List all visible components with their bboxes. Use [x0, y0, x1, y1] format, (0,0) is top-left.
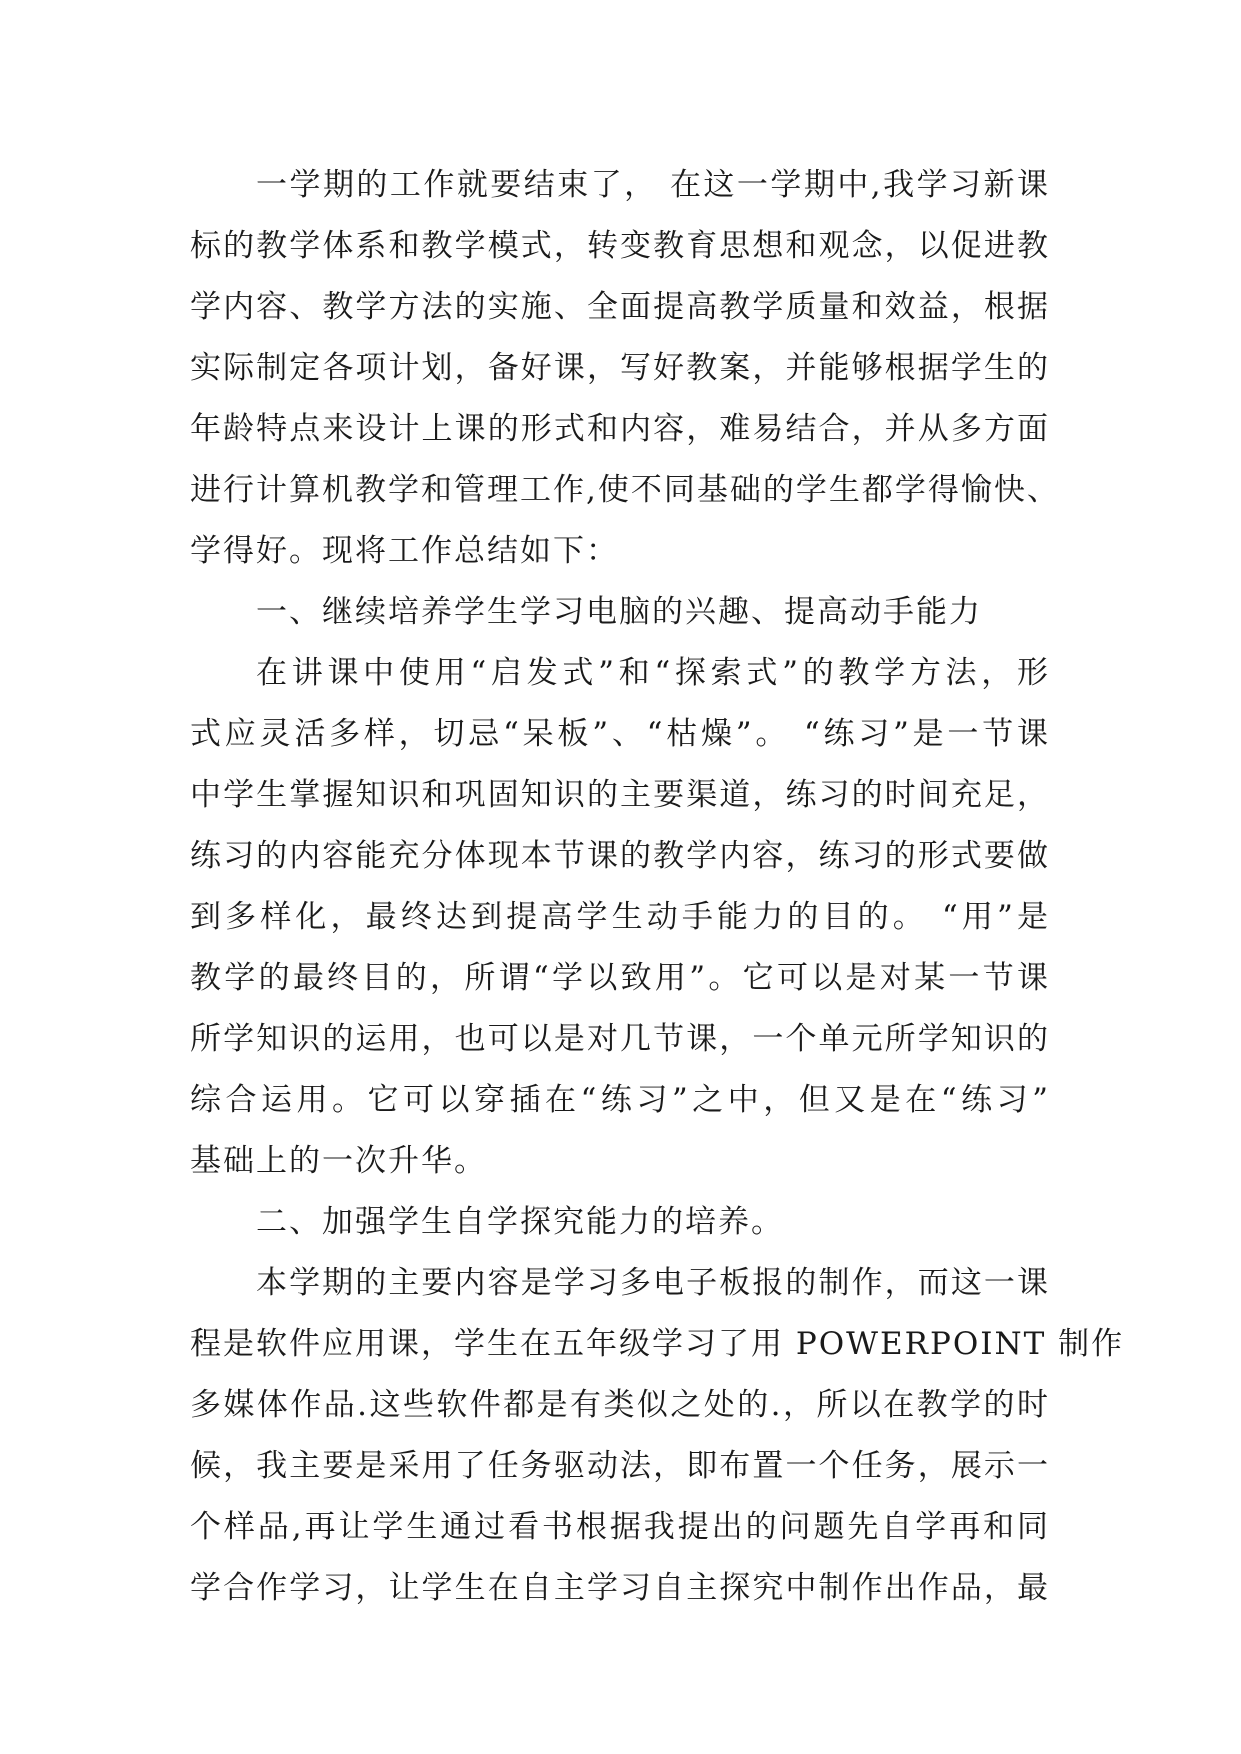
paragraph-line: 个样品,再让学生通过看书根据我提出的问题先自学再和同 [190, 1509, 1050, 1545]
paragraph-line: 基础上的一次升华。 [190, 1143, 487, 1179]
paragraph-line: 年龄特点来设计上课的形式和内容，难易结合，并从多方面 [190, 411, 1050, 447]
section-heading: 二、加强学生自学探究能力的培养。 [256, 1204, 784, 1240]
paragraph-line: 在讲课中使用“启发式”和“探索式”的教学方法，形 [256, 655, 1050, 691]
paragraph-line: 学内容、教学方法的实施、全面提高教学质量和效益，根据 [190, 289, 1050, 325]
paragraph-line: 进行计算机教学和管理工作,使不同基础的学生都学得愉快、 [190, 472, 1060, 508]
paragraph-line: 到多样化，最终达到提高学生动手能力的目的。 “用”是 [190, 899, 1050, 935]
paragraph-line: 本学期的主要内容是学习多电子板报的制作，而这一课 [256, 1265, 1050, 1301]
paragraph-line: 多媒体作品.这些软件都是有类似之处的.，所以在教学的时 [190, 1387, 1050, 1423]
paragraph-line: 标的教学体系和教学模式，转变教育思想和观念，以促进教 [190, 228, 1050, 264]
paragraph-line: 中学生掌握知识和巩固知识的主要渠道，练习的时间充足， [190, 777, 1050, 813]
paragraph-line: 综合运用。它可以穿插在“练习”之中，但又是在“练习” [190, 1082, 1050, 1118]
paragraph-line: 教学的最终目的，所谓“学以致用”。它可以是对某一节课 [190, 960, 1050, 996]
section-heading: 一、继续培养学生学习电脑的兴趣、提高动手能力 [256, 594, 982, 630]
document-body [190, 155, 1125, 1619]
paragraph-line: 学得好。现将工作总结如下： [190, 533, 619, 569]
paragraph-line: 程是软件应用课，学生在五年级学习了用 POWERPOINT 制作 [190, 1326, 1125, 1362]
paragraph-line: 式应灵活多样，切忌“呆板”、“枯燥”。 “练习”是一节课 [190, 716, 1050, 752]
paragraph-line: 实际制定各项计划，备好课，写好教案，并能够根据学生的 [190, 350, 1050, 386]
paragraph-line: 候，我主要是采用了任务驱动法，即布置一个任务，展示一 [190, 1448, 1050, 1484]
paragraph-line: 练习的内容能充分体现本节课的教学内容，练习的形式要做 [190, 838, 1050, 874]
paragraph-line: 学合作学习，让学生在自主学习自主探究中制作出作品，最 [190, 1570, 1050, 1606]
paragraph-line: 一学期的工作就要结束了， 在这一学期中,我学习新课 [256, 167, 1050, 203]
paragraph-line: 所学知识的运用，也可以是对几节课，一个单元所学知识的 [190, 1021, 1050, 1057]
